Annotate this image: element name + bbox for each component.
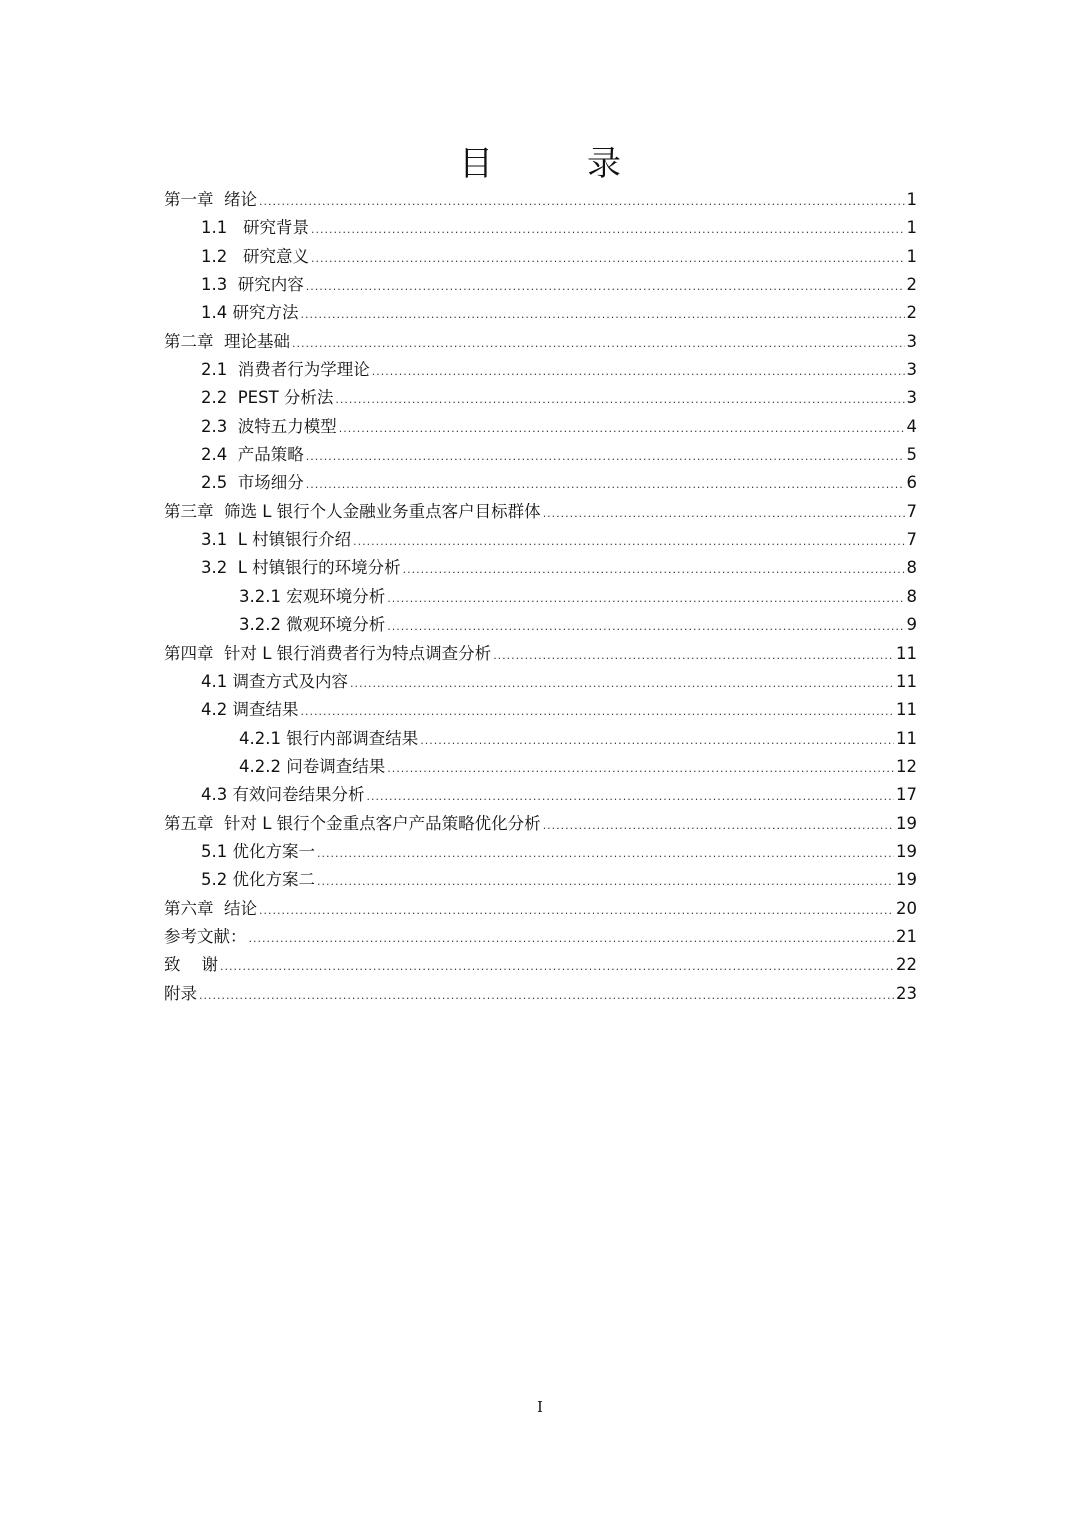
toc-entry-page: 6 <box>906 473 917 493</box>
toc-dot-leader <box>367 783 895 811</box>
toc-dot-leader <box>335 386 904 414</box>
toc-entry-label: 第四章 针对 L 银行消费者行为特点调查分析 <box>164 643 492 663</box>
toc-entry-label: 1.3 研究内容 <box>201 275 304 295</box>
toc-entry-page: 1 <box>906 246 917 266</box>
toc-dot-leader <box>387 585 904 613</box>
toc-dot-leader <box>387 755 894 783</box>
toc-dot-leader <box>306 273 905 301</box>
toc-entry-label: 1.1 研究背景 <box>201 218 309 238</box>
toc-entry[interactable] <box>164 186 917 214</box>
toc-dot-leader <box>301 698 895 726</box>
toc-dot-leader <box>317 868 894 896</box>
toc-entry-page: 11 <box>896 728 917 748</box>
toc-entry-page: 2 <box>906 303 917 323</box>
toc-entry[interactable] <box>164 583 917 611</box>
toc-entry[interactable] <box>164 640 917 668</box>
toc-entry-page: 11 <box>896 671 917 691</box>
toc-entry-page: 2 <box>906 275 917 295</box>
toc-entry-page: 19 <box>896 870 917 890</box>
toc-entry[interactable] <box>164 526 917 554</box>
toc-entry-page: 8 <box>906 586 917 606</box>
toc-dot-leader <box>372 358 905 386</box>
toc-entry-page: 3 <box>906 388 917 408</box>
toc-entry[interactable] <box>164 611 917 639</box>
toc-entry-label: 1.2 研究意义 <box>201 246 309 266</box>
toc-dot-leader <box>353 528 904 556</box>
toc-entry-page: 9 <box>906 615 917 635</box>
toc-entry[interactable] <box>164 838 917 866</box>
toc-entry-page: 1 <box>906 218 917 238</box>
toc-entry-label: 致 谢 <box>164 955 218 975</box>
toc-entry-label: 2.2 PEST 分析法 <box>201 388 334 408</box>
toc-dot-leader <box>350 670 894 698</box>
toc-entry[interactable] <box>164 696 917 724</box>
toc-entry-page: 5 <box>906 445 917 465</box>
toc-dot-leader <box>493 642 894 670</box>
page-title: 目 录 <box>459 144 651 184</box>
toc-dot-leader <box>543 500 905 528</box>
toc-entry[interactable] <box>164 498 917 526</box>
toc-dot-leader <box>292 330 905 358</box>
toc-entry-page: 7 <box>906 530 917 550</box>
toc-entry-label: 第五章 针对 L 银行个金重点客户产品策略优化分析 <box>164 813 541 833</box>
toc-entry-page: 22 <box>896 955 917 975</box>
toc-dot-leader <box>199 982 894 1010</box>
toc-entry-page: 12 <box>896 756 917 776</box>
toc-entry[interactable] <box>164 214 917 242</box>
toc-entry-page: 17 <box>896 785 917 805</box>
toc-entry[interactable] <box>164 554 917 582</box>
toc-entry-page: 8 <box>906 558 917 578</box>
toc-entry-page: 3 <box>906 331 917 351</box>
toc-entry-label: 4.1 调查方式及内容 <box>201 671 348 691</box>
toc-entry-page: 4 <box>906 416 917 436</box>
toc-dot-leader <box>311 216 905 244</box>
toc-entry-label: 第一章 绪论 <box>164 190 257 209</box>
toc-entry[interactable] <box>164 384 917 412</box>
toc-entry[interactable] <box>164 328 917 356</box>
toc-entry-page: 11 <box>896 643 917 663</box>
toc-dot-leader <box>339 415 905 443</box>
toc-dot-leader <box>306 443 905 471</box>
toc-dot-leader <box>259 188 905 216</box>
toc-entry[interactable] <box>164 668 917 696</box>
toc-entry-label: 5.2 优化方案二 <box>201 870 315 890</box>
toc-entry-page: 1 <box>906 190 917 209</box>
toc-dot-leader <box>220 953 894 981</box>
toc-entry-label: 3.2.2 微观环境分析 <box>239 615 386 635</box>
toc-dot-leader <box>259 897 894 925</box>
toc-entry-page: 19 <box>896 841 917 861</box>
toc-dot-leader <box>543 812 894 840</box>
toc-dot-leader <box>387 613 904 641</box>
toc-entry-label: 2.4 产品策略 <box>201 445 304 465</box>
toc-entry-label: 3.2.1 宏观环境分析 <box>239 586 386 606</box>
toc-entry-label: 第六章 结论 <box>164 898 257 918</box>
toc-entry-label: 2.3 波特五力模型 <box>201 416 337 436</box>
page-number: I <box>537 1398 543 1416</box>
toc-dot-leader <box>317 840 894 868</box>
toc-dot-leader <box>403 556 905 584</box>
toc-entry-label: 第二章 理论基础 <box>164 331 290 351</box>
toc-entry[interactable] <box>164 753 917 781</box>
toc-entry[interactable] <box>164 441 917 469</box>
toc-entry-label: 3.1 L 村镇银行介绍 <box>201 530 352 550</box>
toc-dot-leader <box>301 301 905 329</box>
toc-entry[interactable] <box>164 866 917 894</box>
toc-dot-leader <box>420 727 894 755</box>
toc-entry-label: 5.1 优化方案一 <box>201 841 315 861</box>
toc-entry-page: 20 <box>896 898 917 918</box>
toc-entry-label: 2.5 市场细分 <box>201 473 304 493</box>
toc-entry[interactable] <box>164 271 917 299</box>
toc-dot-leader <box>311 245 905 273</box>
toc-entry[interactable] <box>164 781 917 809</box>
toc-entry-label: 4.3 有效问卷结果分析 <box>201 785 365 805</box>
toc-dot-leader <box>249 925 895 953</box>
toc-entry[interactable] <box>164 923 917 951</box>
toc-entry[interactable] <box>164 243 917 271</box>
toc-entry[interactable] <box>164 725 917 753</box>
toc-entry[interactable] <box>164 810 917 838</box>
toc-entry-page: 23 <box>896 983 917 1003</box>
toc-entry-page: 11 <box>896 700 917 720</box>
toc-entry-label: 附录 <box>164 983 197 1003</box>
toc-entry-label: 4.2.1 银行内部调查结果 <box>239 728 419 748</box>
table-of-contents <box>164 186 917 1008</box>
toc-entry[interactable] <box>164 299 917 327</box>
toc-entry-label: 2.1 消费者行为学理论 <box>201 360 370 380</box>
toc-entry-label: 1.4 研究方法 <box>201 303 299 323</box>
toc-entry-page: 21 <box>896 926 917 946</box>
toc-entry-label: 4.2.2 问卷调查结果 <box>239 756 386 776</box>
toc-entry-page: 3 <box>906 360 917 380</box>
toc-entry-page: 7 <box>906 501 917 521</box>
toc-entry[interactable] <box>164 469 917 497</box>
toc-entry-page: 19 <box>896 813 917 833</box>
toc-entry[interactable] <box>164 980 917 1008</box>
toc-entry[interactable] <box>164 413 917 441</box>
toc-entry-label: 3.2 L 村镇银行的环境分析 <box>201 558 401 578</box>
toc-entry[interactable] <box>164 895 917 923</box>
toc-entry[interactable] <box>164 951 917 979</box>
toc-dot-leader <box>306 471 905 499</box>
toc-entry-label: 参考文献： <box>164 926 247 946</box>
toc-entry-label: 第三章 筛选 L 银行个人金融业务重点客户目标群体 <box>164 501 541 521</box>
toc-entry[interactable] <box>164 356 917 384</box>
toc-entry-label: 4.2 调查结果 <box>201 700 299 720</box>
